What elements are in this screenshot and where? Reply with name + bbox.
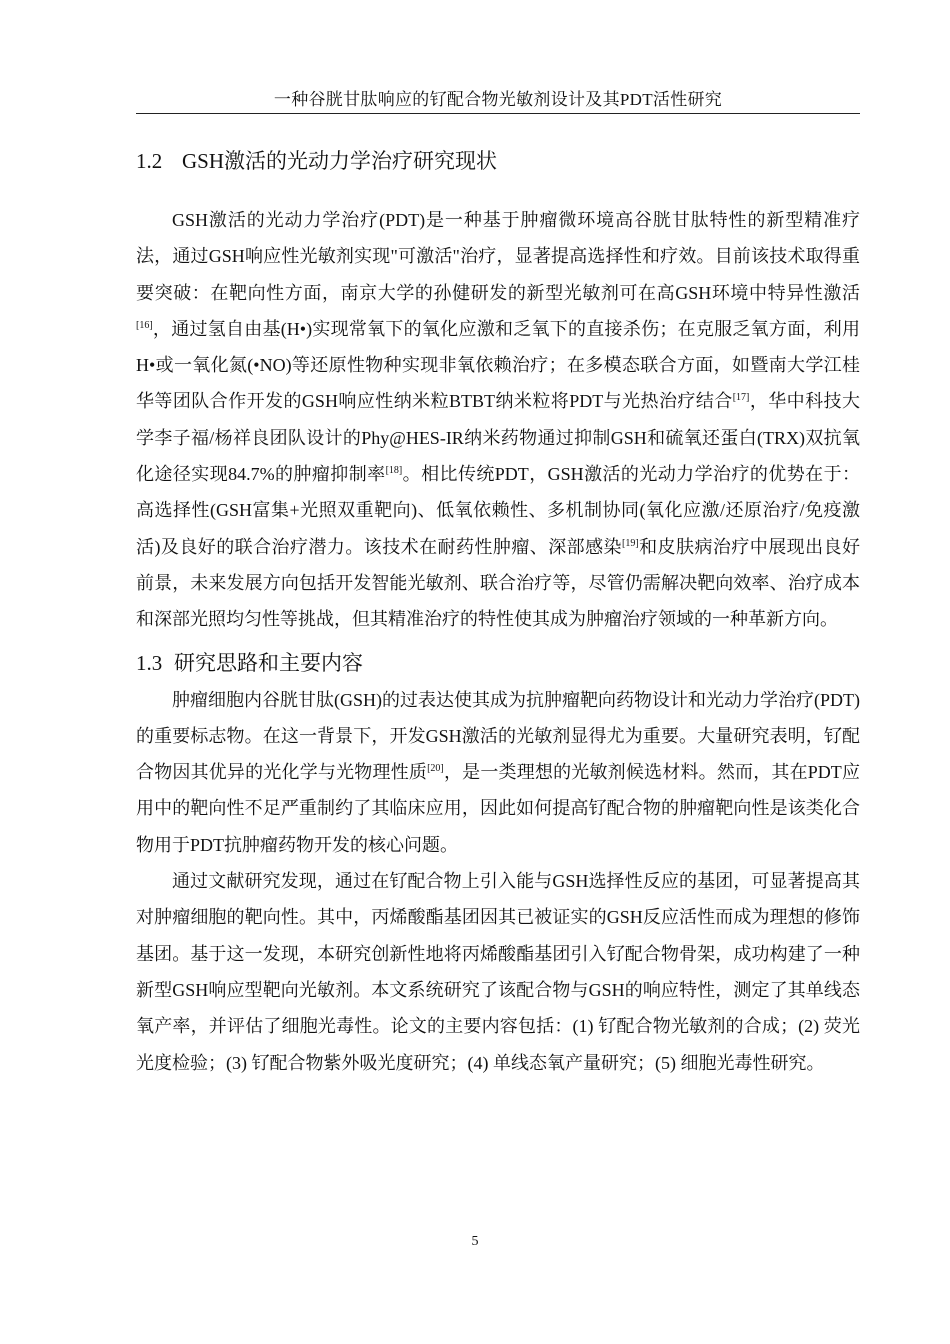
text-run: GSH激活的光动力学治疗(PDT)是一种基于肿瘤微环境高谷胱甘肽特性的新型精准疗法，通过GSH响应性光敏剂实现"可激活"治疗，显著提高选择性和疗效。目前该技术取得重要突破：在靶向性方面，南京大学的孙健研发的新型光敏剂可在高GSH环境中特异性激活 xyxy=(136,210,860,303)
section-heading-1-2 xyxy=(136,146,860,176)
section-number: 1.3 xyxy=(136,650,163,675)
citation: [19] xyxy=(622,537,639,549)
citation: [18] xyxy=(385,465,403,477)
text-run: 肿瘤细胞内谷胱甘肽(GSH)的过表达使其成为抗肿瘤靶向药物设计和光动力学治疗(PDT)的重要标志物。在这一背景下，开发GSH激活的光敏剂显得尤为重要。大量研究表明，钌配合物因其优异的光化学与光物理性质 xyxy=(136,689,860,783)
paragraph xyxy=(136,863,860,1081)
page-body xyxy=(136,146,860,1081)
section-title: 研究思路和主要内容 xyxy=(174,650,363,675)
text-run: ，华中科技大学李子福/杨祥良团队设计的Phy@HES-IR纳米药物通过抑制GSH和硫氧还蛋白(TRX)双抗氧化途径实现84.7%的肿瘤抑制率 xyxy=(136,391,860,485)
section-number: 1.2 xyxy=(136,149,163,173)
paragraph xyxy=(136,202,860,638)
citation: [17] xyxy=(732,392,750,404)
text-run: 通过文献研究发现，通过在钌配合物上引入能与GSH选择性反应的基团，可显著提高其对肿瘤细胞的靶向性。其中，丙烯酸酯基团因其已被证实的GSH反应活性而成为理想的修饰基团。基于这一发现，本研究创新性地将丙烯酸酯基团引入钌配合物骨架，成功构建了一种新型GSH响应型靶向光敏剂。本文系统研究了该配合物与GSH的响应特性，测定了其单线态氧产率，并评估了细胞光毒性。论文的主要内容包括：(1) 钌配合物光敏剂的合成；(2) 荧光光度检验；(3) 钌配合物紫外吸光度研究；(4) 单线态氧产量研究；(5) 细胞光毒性研究。 xyxy=(136,871,860,1073)
section-heading-1-3 xyxy=(136,648,860,678)
header-rule xyxy=(136,113,860,114)
paragraph xyxy=(136,682,860,863)
text-run: 和皮肤病治疗中展现出良好前景，未来发展方向包括开发智能光敏剂、联合治疗等，尽管仍需解决靶向效率、治疗成本和深部光照均匀性等挑战，但其精准治疗的特性使其成为肿瘤治疗领域的一种革新方向。 xyxy=(136,536,861,630)
citation: [20] xyxy=(427,763,444,775)
text-run: ，是一类理想的光敏剂候选材料。然而，其在PDT应用中的靶向性不足严重制约了其临床应用，因此如何提高钌配合物的肿瘤靶向性是该类化合物用于PDT抗肿瘤药物开发的核心问题。 xyxy=(136,762,860,855)
text-run: 。相比传统PDT，GSH激活的光动力学治疗的优势在于：高选择性(GSH富集+光照双重靶向)、低氧依赖性、多机制协同(氧化应激/还原治疗/免疫激活)及良好的联合治疗潜力。该技术在耐药性肿瘤、深部感染 xyxy=(136,464,860,557)
section-title: GSH激活的光动力学治疗研究现状 xyxy=(182,149,498,173)
page-number: 5 xyxy=(471,1234,479,1249)
running-header: 一种谷胱甘肽响应的钌配合物光敏剂设计及其PDT活性研究 xyxy=(273,90,723,109)
text-run: ，通过氢自由基(H•)实现常氧下的氧化应激和乏氧下的直接杀伤；在克服乏氧方面，利用H•或一氧化氮(•NO)等还原性物种实现非氧依赖治疗；在多模态联合方面，如暨南大学江桂华等团队合作开发的GSH响应性纳米粒BTBT纳米粒将PDT与光热治疗结合 xyxy=(136,318,860,412)
citation: [16] xyxy=(136,319,153,331)
